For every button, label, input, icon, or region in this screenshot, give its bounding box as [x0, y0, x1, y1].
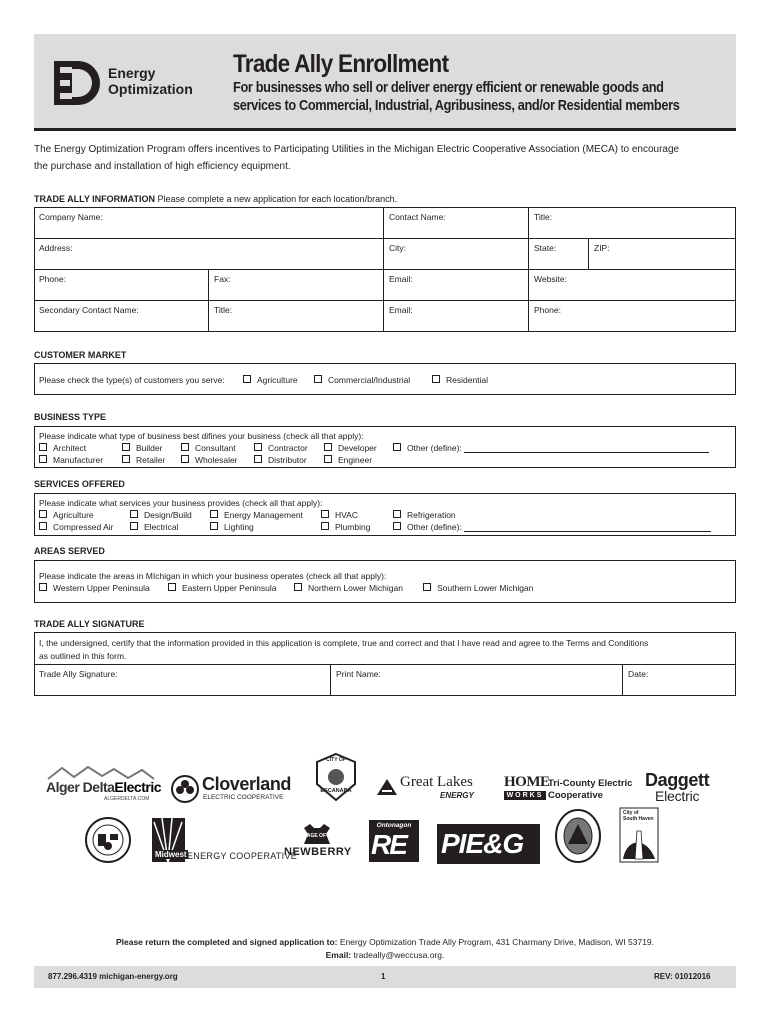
south-haven-text: South Haven	[623, 816, 654, 822]
option-label: Retailer	[136, 455, 166, 465]
city-field[interactable]: City:	[389, 243, 406, 253]
col-divider	[208, 269, 209, 332]
checkbox-other-business[interactable]	[393, 443, 709, 453]
daggett-logo	[645, 770, 720, 806]
checkbox-design-build[interactable]	[130, 510, 192, 520]
option-label: Plumbing	[335, 522, 371, 532]
stephenson-seal	[554, 808, 602, 864]
return-label: Please return the completed and signed application to:	[115, 937, 338, 947]
address-field[interactable]: Address:	[39, 243, 73, 253]
subtitle-line1: For businesses who sell or deliver energy efficient or renewable goods and	[233, 80, 664, 96]
midwest-logo	[152, 818, 298, 864]
checkbox-icon	[122, 455, 130, 463]
checkbox-contractor[interactable]	[254, 443, 308, 453]
subtitle-line2: services to Commercial, Industrial, Agribusiness, and/or Residential members	[233, 98, 680, 114]
ontonagon-re-text: RE	[371, 829, 406, 860]
newberry-top-text: VILLAGE OF	[296, 833, 326, 839]
ontonagon-logo	[369, 820, 419, 862]
escanaba-seal	[311, 752, 361, 802]
baraga-badge-icon	[84, 816, 132, 864]
date-field[interactable]: Date:	[628, 669, 649, 679]
checkbox-icon	[432, 375, 440, 383]
option-label: Consultant	[195, 443, 236, 453]
intro-line2: the purchase and installation of high efficiency equipment.	[34, 161, 291, 172]
checkbox-electrical[interactable]	[130, 522, 178, 532]
option-label: Northern Lower Michigan	[308, 583, 403, 593]
contact-name-field[interactable]: Contact Name:	[389, 212, 446, 222]
alger-electric-text: Electric	[114, 779, 162, 795]
checkbox-icon	[393, 510, 401, 518]
trade-ally-info-note: Please complete a new application for each location/branch.	[157, 194, 398, 204]
return-email-link[interactable]: tradeally@weccusa.org.	[353, 950, 445, 960]
option-label: HVAC	[335, 510, 358, 520]
checkbox-icon	[321, 510, 329, 518]
option-label: Builder	[136, 443, 163, 453]
option-label: Energy Management	[224, 510, 303, 520]
checkbox-retailer[interactable]	[122, 455, 165, 465]
checkbox-service-agriculture[interactable]	[39, 510, 94, 520]
checkbox-icon	[254, 455, 262, 463]
checkbox-icon	[324, 455, 332, 463]
daggett-electric-text: Electric	[655, 788, 700, 804]
customer-market-heading	[34, 350, 126, 360]
option-label: Southern Lower Michigan	[437, 583, 534, 593]
page-title: Trade Ally Enrollment	[233, 50, 449, 78]
checkbox-icon	[423, 583, 431, 591]
website-field[interactable]: Website:	[534, 274, 567, 284]
checkbox-eastern-up[interactable]	[168, 583, 277, 593]
option-label: Commercial/Industrial	[328, 375, 411, 385]
option-label: Refrigeration	[407, 510, 456, 520]
option-label: Lighting	[224, 522, 254, 532]
checkbox-builder[interactable]	[122, 443, 162, 453]
fax-field[interactable]: Fax:	[214, 274, 231, 284]
checkbox-icon	[39, 510, 47, 518]
secondary-phone-field[interactable]: Phone:	[534, 305, 561, 315]
checkbox-icon	[393, 522, 401, 530]
brand-name-line1: Energy	[108, 65, 156, 81]
checkbox-icon	[294, 583, 302, 591]
checkbox-southern-lower[interactable]	[423, 583, 533, 593]
checkbox-icon	[39, 455, 47, 463]
newberry-logo	[284, 822, 350, 862]
checkbox-manufacturer[interactable]	[39, 455, 103, 465]
option-label: Residential	[446, 375, 489, 385]
revision-label: REV: 01012016	[654, 972, 711, 981]
great-lakes-sub-text: ENERGY	[440, 791, 474, 800]
certify-line2: as outlined in this form.	[39, 651, 127, 661]
option-label: Distributor	[268, 455, 307, 465]
great-lakes-text: Great Lakes	[400, 774, 473, 790]
homeworks-text: HOME	[504, 774, 550, 790]
checkbox-western-up[interactable]	[39, 583, 150, 593]
customer-market-prompt: Please check the type(s) of customers you serve:	[39, 375, 225, 385]
cloverland-text: Cloverland	[202, 774, 292, 794]
south-haven-logo	[619, 807, 659, 863]
row-divider	[34, 300, 736, 301]
checkbox-lighting[interactable]	[210, 522, 254, 532]
business-type-heading	[34, 412, 106, 422]
checkbox-compressed-air[interactable]	[39, 522, 113, 532]
return-instructions	[34, 936, 736, 962]
option-label: Electrical	[144, 522, 179, 532]
alger-delta-logo	[44, 766, 162, 806]
great-lakes-logo	[376, 774, 486, 802]
checkbox-wholesaler[interactable]	[181, 455, 238, 465]
daggett-text: Daggett	[645, 770, 710, 790]
checkbox-icon	[210, 522, 218, 530]
phone-field[interactable]: Phone:	[39, 274, 66, 284]
ontonagon-text: Ontonagon	[376, 822, 412, 829]
email-label: Email:	[325, 950, 352, 960]
checkbox-architect[interactable]	[39, 443, 86, 453]
tri-county-coop-text: Cooperative	[548, 790, 603, 801]
checkbox-icon	[181, 443, 189, 451]
row-divider	[34, 238, 736, 239]
checkbox-icon	[393, 443, 401, 451]
escanaba-top-text: CITY OF	[326, 757, 346, 763]
other-define-line[interactable]	[464, 523, 711, 532]
option-label: Other (define):	[407, 443, 462, 453]
col-divider	[528, 207, 529, 332]
baraga-seal	[84, 816, 132, 864]
checkbox-icon	[210, 510, 218, 518]
title-field[interactable]: Title:	[534, 212, 553, 222]
secondary-title-field[interactable]: Title:	[214, 305, 233, 315]
col-divider	[622, 664, 623, 696]
lakes-icon	[376, 778, 398, 796]
customer-market-title: CUSTOMER MARKET	[34, 350, 127, 360]
checkbox-northern-lower[interactable]	[294, 583, 403, 593]
option-label: Agriculture	[257, 375, 298, 385]
state-field[interactable]: State:	[534, 243, 557, 253]
checkbox-energy-management[interactable]	[210, 510, 303, 520]
areas-served-prompt: Please indicate the areas in MIchigan in which your business operates (check all that apply):	[39, 571, 387, 581]
col-divider	[588, 238, 589, 269]
row-divider	[34, 269, 736, 270]
areas-served-title: AREAS SERVED	[34, 546, 105, 556]
company-name-field[interactable]: Company Name:	[39, 212, 103, 222]
footer-bar	[34, 966, 736, 988]
print-name-field[interactable]: Print Name:	[336, 669, 381, 679]
checkbox-icon	[39, 583, 47, 591]
tri-county-logo	[504, 774, 632, 804]
option-label: Manufacturer	[53, 455, 104, 465]
mountains-icon	[44, 766, 156, 780]
stephenson-badge-icon	[554, 808, 602, 864]
services-offered-heading	[34, 479, 125, 489]
option-label: Contractor	[268, 443, 308, 453]
col-divider	[330, 664, 331, 696]
option-label: Other (define):	[407, 522, 462, 532]
pieg-text: PIE&G	[441, 828, 524, 859]
option-label: Wholesaler	[195, 455, 238, 465]
option-label: Engineer	[338, 455, 373, 465]
intro-line1: The Energy Optimization Program offers incentives to Participating Utilities in the Michigan Electric Cooperative Association (MECA) to encourage	[34, 144, 680, 155]
checkbox-agriculture[interactable]	[243, 375, 298, 385]
page-number: 1	[381, 972, 386, 981]
brand-name-line2: Optimization	[108, 81, 193, 97]
checkbox-icon	[39, 443, 47, 451]
option-label: Eastern Upper Peninsula	[182, 583, 277, 593]
checkbox-icon	[39, 522, 47, 530]
checkbox-icon	[324, 443, 332, 451]
midwest-sub-text: ENERGY COOPERATIVE	[187, 851, 298, 861]
cloverland-logo	[170, 772, 295, 804]
checkbox-refrigeration[interactable]	[393, 510, 456, 520]
south-haven-city-text: City of	[623, 810, 639, 816]
areas-served-heading	[34, 546, 105, 556]
signature-title: TRADE ALLY SIGNATURE	[34, 619, 145, 629]
checkbox-plumbing[interactable]	[321, 522, 370, 532]
secondary-contact-field[interactable]: Secondary Contact Name:	[39, 305, 139, 315]
zip-field[interactable]: ZIP:	[594, 243, 610, 253]
escanaba-text: ESCANABA	[320, 788, 352, 794]
option-label: Compressed Air	[53, 522, 114, 532]
checkbox-icon	[168, 583, 176, 591]
areas-served-box	[34, 560, 736, 603]
alger-url-text: ALGERDELTA.COM	[104, 796, 150, 802]
tri-county-text: Tri-County Electric	[548, 778, 633, 789]
option-label: Agriculture	[53, 510, 94, 520]
services-offered-prompt: Please indicate what services your business provides (check all that apply):	[39, 498, 323, 508]
clover-icon	[170, 774, 200, 804]
checkbox-icon	[130, 510, 138, 518]
checkbox-hvac[interactable]	[321, 510, 358, 520]
option-label: Architect	[53, 443, 87, 453]
checkbox-distributor[interactable]	[254, 455, 307, 465]
signature-field[interactable]: Trade Ally Signature:	[39, 669, 118, 679]
business-type-title: BUSINESS TYPE	[34, 412, 107, 422]
services-offered-title: SERVICES OFFERED	[34, 479, 125, 489]
checkbox-icon	[181, 455, 189, 463]
checkbox-icon	[314, 375, 322, 383]
footer-contact: 877.296.4319 michigan-energy.org	[48, 972, 178, 981]
signature-heading	[34, 619, 145, 629]
alger-delta-text: Alger Delta	[46, 779, 115, 795]
checkbox-consultant[interactable]	[181, 443, 236, 453]
newberry-text: NEWBERRY	[284, 846, 352, 858]
midwest-text: Midwest	[155, 850, 187, 859]
option-label: Developer	[338, 443, 377, 453]
checkbox-icon	[122, 443, 130, 451]
checkbox-engineer[interactable]	[324, 455, 372, 465]
row-divider	[34, 664, 736, 665]
col-divider	[383, 207, 384, 332]
return-address: Energy Optimization Trade Ally Program, 431 Charmany Drive, Madison, WI 53719.	[339, 937, 655, 947]
checkbox-residential[interactable]	[432, 375, 488, 385]
option-label: Western Upper Peninsula	[53, 583, 150, 593]
checkbox-developer[interactable]	[324, 443, 377, 453]
intro-paragraph	[34, 141, 734, 175]
other-define-line[interactable]	[464, 444, 709, 453]
checkbox-commercial-industrial[interactable]	[314, 375, 410, 385]
trade-ally-info-heading	[34, 194, 397, 204]
checkbox-icon	[130, 522, 138, 530]
checkbox-icon	[321, 522, 329, 530]
checkbox-other-service[interactable]	[393, 522, 711, 532]
business-type-prompt: Please indicate what type of business best difines your business (check all that apply):	[39, 431, 364, 441]
option-label: Design/Build	[144, 510, 192, 520]
pieg-logo	[437, 824, 540, 864]
certify-line1: I, the undersigned, certify that the information provided in this application is complete, true and correct and that I have read and agree to the Terms and Conditions	[39, 638, 649, 648]
trade-ally-info-title: TRADE ALLY INFORMATION	[34, 194, 155, 204]
checkbox-icon	[254, 443, 262, 451]
secondary-email-field[interactable]: Email:	[389, 305, 413, 315]
email-field[interactable]: Email:	[389, 274, 413, 284]
homeworks-sub-text: WORKS	[504, 791, 546, 800]
checkbox-icon	[243, 375, 251, 383]
cloverland-sub-text: ELECTRIC COOPERATIVE	[203, 794, 284, 801]
